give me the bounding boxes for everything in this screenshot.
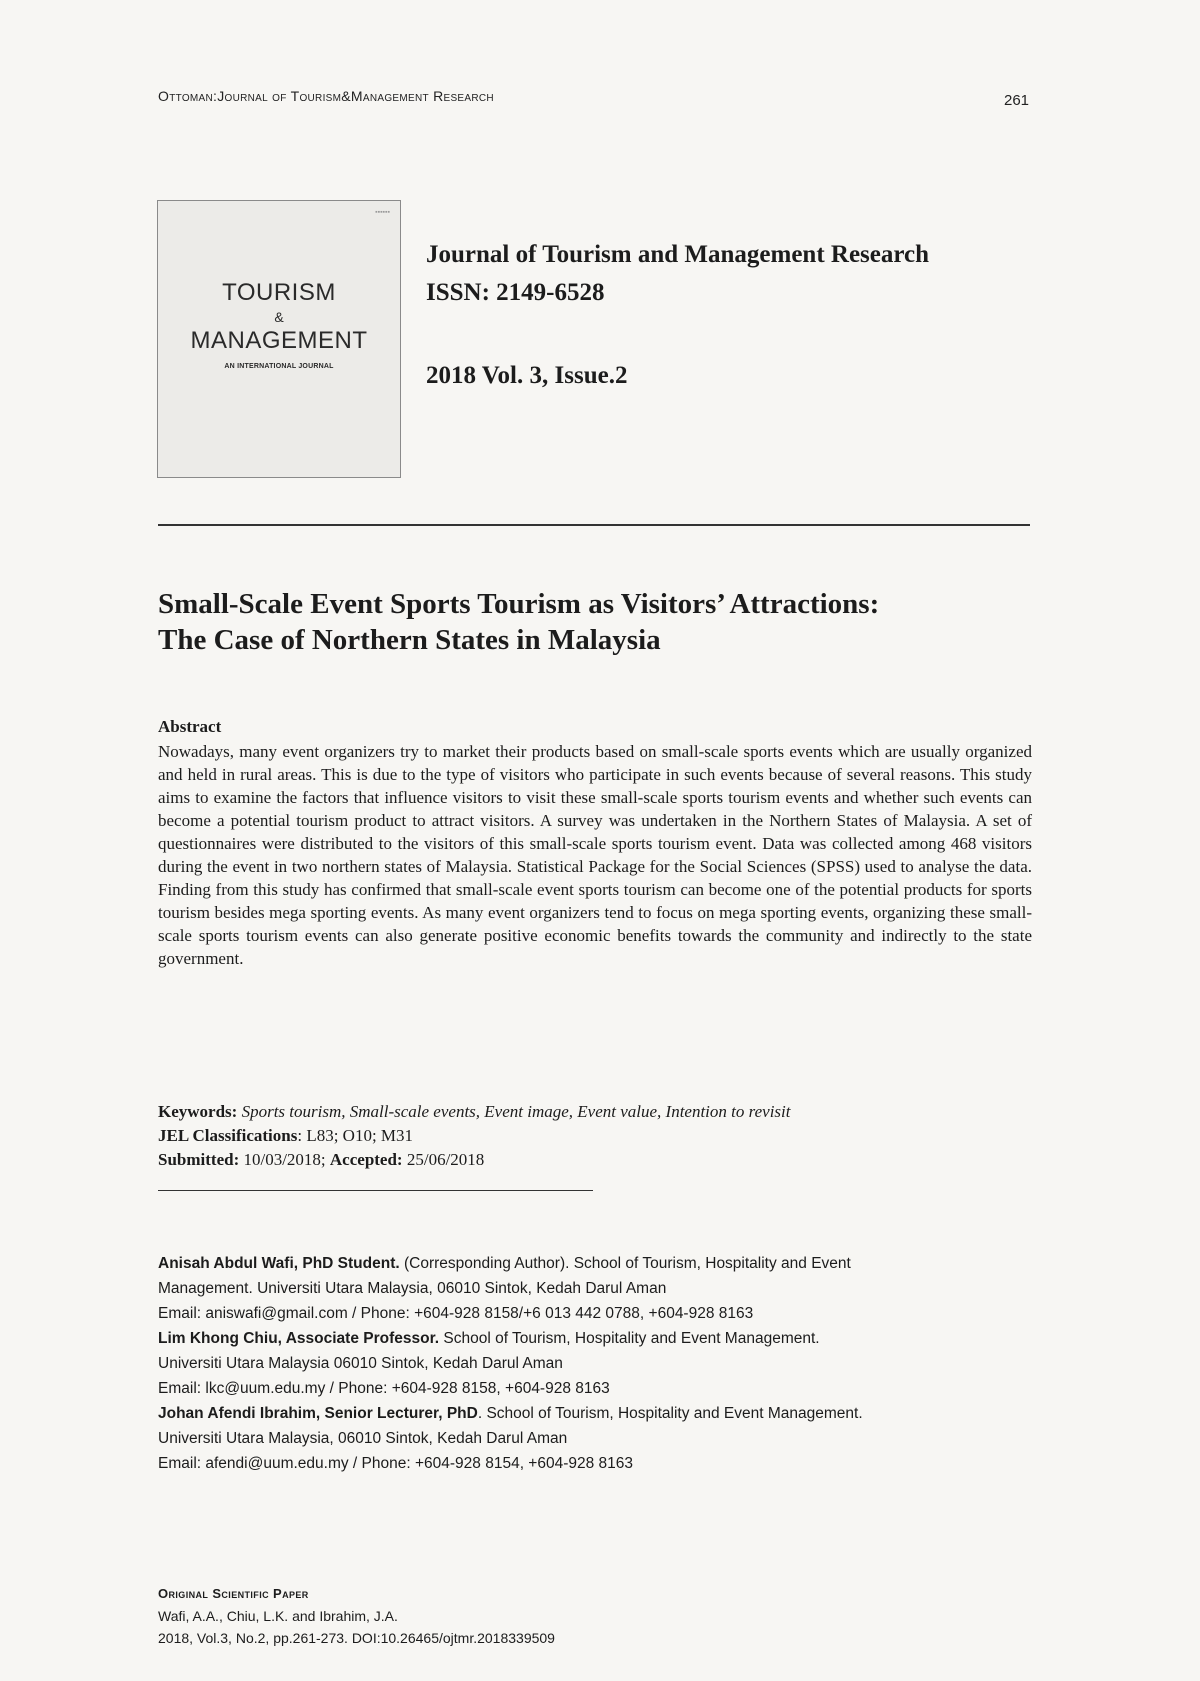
accepted-date: 25/06/2018 [406,1150,485,1169]
paper-type-label: Original Scientific Paper [158,1586,309,1601]
keywords-value: Sports tourism, Small-scale events, Event image, Event value, Intention to revisit [241,1102,791,1121]
author-2 [158,1326,1058,1401]
author-2-contact: Email: lkc@uum.edu.my / Phone: +604-928 8158, +604-928 8163 [158,1380,610,1397]
author-1-name: Anisah Abdul Wafi, PhD Student. [158,1255,400,1272]
author-2-affil-2: Universiti Utara Malaysia 06010 Sintok, Kedah Darul Aman [158,1355,563,1372]
paper-title-line2: The Case of Northern States in Malaysia [158,624,661,656]
running-head: Ottoman:Journal of Tourism&Management Research [158,88,494,104]
author-3-name: Johan Afendi Ibrahim, Senior Lecturer, PhD [158,1405,478,1422]
logo-ampersand: & [274,309,284,325]
page-number: 261 [1004,92,1030,109]
journal-logo [157,200,401,478]
jel-line [158,1126,1038,1146]
author-affiliations [158,1251,1058,1476]
author-3 [158,1401,1058,1476]
dates-line [158,1150,1038,1170]
keywords-label: Keywords: [158,1102,238,1121]
author-1-affil-1: (Corresponding Author). School of Tourism, Hospitality and Event [399,1255,851,1272]
logo-subtitle: AN INTERNATIONAL JOURNAL [224,363,334,370]
author-2-name: Lim Khong Chiu, Associate Professor. [158,1330,440,1347]
abstract-body: Nowadays, many event organizers try to market their products based on small-scale sports events which are usually organized and held in rural areas. This is due to the type of visitors who participate in such events because of several reasons. This study aims to examine the factors that influence visitors to visit these small-scale sports tourism events and whether such events can become a potential tourism product to attract visitors. A survey was undertaken in the Northern States of Malaysia. A set of questionnaires were distributed to the visitors of this small-scale sports tourism event. Data was collected among 468 visitors during the event in two northern states of Malaysia. Statistical Package for the Social Sciences (SPSS) used to analyse the data. Finding from this study has confirmed that small-scale event sports tourism can become one of the potential products for sports tourism besides mega sporting events. As many event organizers tend to focus on mega sporting events, organizing these small-scale sports tourism events can also generate positive economic benefits towards the community and indirectly to the state government. [158,742,1032,968]
abstract-heading: Abstract [158,717,222,736]
keywords-line [158,1102,1038,1122]
logo-line-tourism: TOURISM [222,279,336,306]
jel-label: JEL Classifications [158,1126,298,1145]
jel-value: : L83; O10; M31 [297,1126,414,1145]
submitted-date: 10/03/2018; [243,1150,326,1169]
author-1-affil-2: Management. Universiti Utara Malaysia, 06010 Sintok, Kedah Darul Aman [158,1280,667,1297]
logo-corner-mark: ▪▪▪▪▪▪ [375,209,390,216]
accepted-label: Accepted: [329,1150,403,1169]
journal-issue: 2018 Vol. 3, Issue.2 [426,362,628,389]
author-3-affil-1: . School of Tourism, Hospitality and Event Management. [477,1405,863,1422]
author-1-contact: Email: aniswafi@gmail.com / Phone: +604-928 8158/+6 013 442 0788, +604-928 8163 [158,1305,754,1322]
paper-title-line1: Small-Scale Event Sports Tourism as Visitors’ Attractions: [158,588,880,620]
author-1 [158,1251,1058,1326]
citation-authors: Wafi, A.A., Chiu, L.K. and Ibrahim, J.A. [158,1608,398,1624]
submitted-label: Submitted: [158,1150,240,1169]
citation-details: 2018, Vol.3, No.2, pp.261-273. DOI:10.26465/ojtmr.2018339509 [158,1630,555,1646]
logo-line-management: MANAGEMENT [190,327,368,354]
affiliation-divider [158,1190,593,1191]
author-3-contact: Email: afendi@uum.edu.my / Phone: +604-928 8154, +604-928 8163 [158,1455,634,1472]
paper-title [158,586,1058,658]
author-3-affil-2: Universiti Utara Malaysia, 06010 Sintok, Kedah Darul Aman [158,1430,568,1447]
journal-issn: ISSN: 2149-6528 [426,279,605,306]
header-divider [158,524,1030,526]
journal-title: Journal of Tourism and Management Research [426,241,930,268]
author-2-affil-1: School of Tourism, Hospitality and Event Management. [439,1330,820,1347]
